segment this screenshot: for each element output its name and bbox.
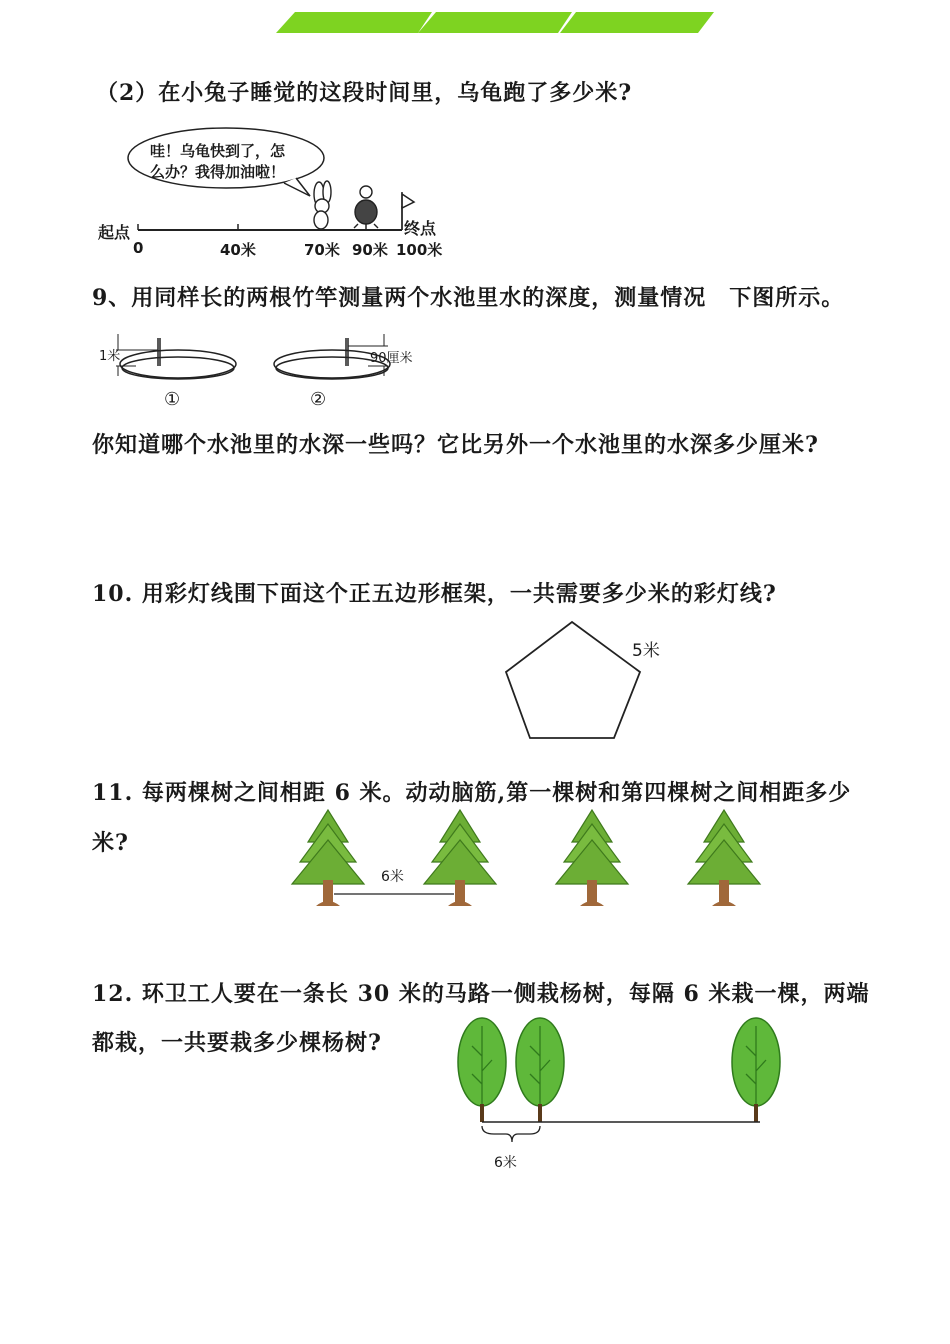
tick-label-40: 40米 [220, 241, 256, 259]
gap-brace [482, 1126, 540, 1142]
pool-1-icon [116, 334, 236, 379]
question-12-line-1: 12. 环卫工人要在一条长 30 米的马路一侧栽杨树，每隔 6 米栽一棵，两端 [92, 981, 870, 1007]
poplar-tree-1-icon [458, 1018, 506, 1122]
tick-label-100: 100米 [396, 241, 443, 259]
pine-tree-2-icon [424, 810, 496, 906]
rabbit-icon [314, 181, 331, 229]
pine-tree-4-icon [688, 810, 760, 906]
pentagon-diagram [498, 614, 658, 754]
header-bar-2 [418, 12, 572, 33]
tree-gap-label: 6米 [381, 869, 404, 885]
question-8-2-text: （2）在小兔子睡觉的这段时间里，乌龟跑了多少米? [96, 80, 633, 106]
poplar-gap-label: 6米 [494, 1155, 517, 1171]
pine-tree-1-icon [292, 810, 364, 906]
question-12-line-2: 都栽，一共要栽多少棵杨树? [92, 1030, 382, 1056]
poplar-trees-diagram [450, 1016, 790, 1166]
question-9-prompt: 你知道哪个水池里的水深一些吗？它比另外一个水池里的水深多少厘米? [92, 432, 819, 458]
poplar-tree-2-icon [516, 1018, 564, 1122]
pools-diagram [96, 326, 436, 406]
bubble-line-1: 哇！乌龟快到了，怎 [150, 142, 286, 160]
pool-2-depth-label: 90厘米 [370, 351, 413, 366]
poplar-tree-3-icon [732, 1018, 780, 1122]
tick-label-90: 90米 [352, 241, 388, 259]
pentagon-side-label: 5米 [632, 641, 660, 661]
start-label: 起点 [98, 223, 131, 242]
header-bar-3 [560, 12, 714, 33]
header-bar-1 [276, 12, 432, 33]
pool-1-depth-label: 1米 [99, 349, 121, 364]
turtle-icon [354, 186, 378, 228]
question-9-text: 9、用同样长的两根竹竿测量两个水池里水的深度，测量情况 下图所示。 [92, 285, 845, 311]
tick-label-70: 70米 [304, 241, 340, 259]
bubble-line-2: 么办？我得加油啦！ [150, 163, 286, 181]
header-decoration [0, 0, 950, 40]
pentagon-shape [506, 622, 640, 738]
pine-tree-3-icon [556, 810, 628, 906]
question-11-line-2: 米? [92, 830, 129, 856]
pool-2-number: ② [310, 389, 327, 410]
question-10-text: 10. 用彩灯线围下面这个正五边形框架，一共需要多少米的彩灯线? [92, 581, 777, 607]
finish-flag-icon [402, 194, 414, 208]
question-11-line-1: 11. 每两棵树之间相距 6 米。动动脑筋,第一棵树和第四棵树之间相距多少 [92, 780, 852, 806]
tick-label-0: 0 [133, 239, 144, 257]
end-label: 终点 [404, 219, 437, 238]
pine-trees-diagram [288, 806, 768, 916]
pool-1-number: ① [164, 389, 181, 410]
